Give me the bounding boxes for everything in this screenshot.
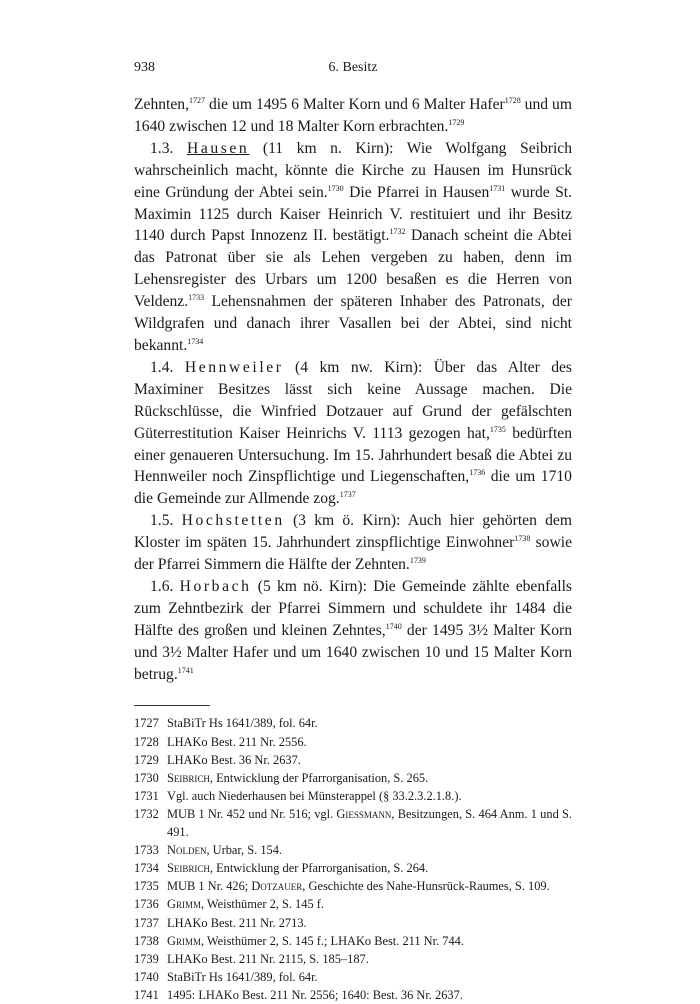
footnote [134, 733, 572, 751]
place-name-hausen: Hausen [186, 139, 250, 157]
footnote-text [167, 877, 572, 895]
footnote-text [167, 895, 572, 913]
footnote-text [167, 733, 572, 751]
footnote-text [167, 751, 572, 769]
author-name: Giessmann [336, 806, 392, 821]
running-head [134, 56, 572, 80]
page-number: 938 [134, 60, 155, 75]
footnote-text [167, 769, 572, 787]
body-text [134, 94, 572, 685]
footnote-segment: StaBiTr Hs 1641/389, fol. 64r. [167, 716, 318, 731]
footnote-ref: 1740 [385, 621, 402, 631]
footnote-text [167, 914, 572, 932]
footnote-number: 1739 [134, 951, 159, 966]
footnote-segment: , Entwicklung der Pfarrorganisation, S. 264. [209, 861, 429, 876]
footnote-ref: 1727 [189, 96, 205, 105]
footnote-ref: 1736 [469, 468, 486, 478]
place-name-hennweiler: Hennweiler [184, 358, 284, 376]
footnotes [134, 714, 572, 1004]
section-number: 1.4. [150, 358, 185, 376]
footnote-text [167, 986, 572, 1004]
footnote-number: 1734 [134, 861, 159, 876]
paragraph-hausen: 1.3. Hausen (11 km n. Kirn): Wie Wolfgang Seibrich wahrscheinlich macht, könnte die Kirche zu Hausen im Hunsrück eine Gründung der Abtei sein.$^{1730}$ Die Pfarrei in Hausen$^{1731}$ wurde St. Maximin 1125 durch Kaiser Heinrich V. restituiert und ihr Besitz 1140 durch Papst Innozenz II. bestätigt.$^{1732}$ Danach scheint die Abtei das Patronat über sie als Lehen vergeben zu haben, denn im Lehensregister des Urbars um 1200 besaßen es die Herren von Veldenz.$^{1733}$ Lehensnahmen der späteren Inhaber des Patronats, der Wildgrafen und danach ihrer Vasallen bei der Abtei, sind nicht bekannt.$^{1734}$ [134, 139, 573, 354]
footnote-ref: 1733 [188, 293, 205, 303]
footnote-segment: LHAKo Best. 211 Nr. 2713. [167, 915, 307, 930]
footnote-segment: , Geschichte des Nahe-Hunsrück-Raumes, S. 109. [302, 879, 550, 894]
footnote-ref: 1728 [504, 96, 521, 105]
author-name: Grimm [167, 933, 201, 948]
footnote-ref: 1730 [327, 183, 344, 193]
footnote-segment: MUB 1 Nr. 452 und Nr. 516; vgl. [167, 806, 337, 821]
footnote-number: 1738 [134, 933, 159, 948]
footnote-ref: 1739 [409, 556, 426, 566]
footnote [134, 714, 572, 732]
footnote-number: 1736 [134, 897, 159, 912]
footnote-segment: 1495: LHAKo Best. 211 Nr. 2556; 1640: Best. 36 Nr. 2637. [167, 987, 463, 1002]
footnote [134, 787, 572, 805]
footnote [134, 895, 572, 913]
footnote [134, 914, 572, 932]
footnote-segment: Vgl. auch Niederhausen bei Münsterappel (§ 33.2.3.2.1.8.). [167, 788, 462, 803]
footnote [134, 932, 572, 950]
footnote-segment: MUB 1 Nr. 426; [167, 879, 252, 894]
section-number: 1.6. [150, 577, 180, 595]
place-name-horbach: Horbach [179, 577, 252, 595]
footnote-text [167, 968, 572, 986]
footnote-segment: , Weisthümer 2, S. 145 f. [200, 897, 324, 912]
footnote [134, 859, 572, 877]
author-name: Seibrich [167, 770, 210, 785]
footnote-number: 1741 [134, 987, 159, 1002]
footnote-ref: 1737 [339, 490, 356, 500]
footnote [134, 805, 572, 841]
footnote [134, 950, 572, 968]
footnote-ref: 1734 [187, 336, 204, 346]
footnote-text [167, 714, 572, 732]
footnote-text [167, 787, 572, 805]
footnote [134, 986, 572, 1004]
footnote-ref: 1741 [177, 665, 194, 675]
footnote-number: 1727 [134, 716, 159, 731]
footnote-segment: LHAKo Best. 211 Nr. 2556. [167, 734, 307, 749]
footnote-segment: LHAKo Best. 211 Nr. 2115, S. 185–187. [167, 951, 369, 966]
footnote-number: 1735 [134, 879, 159, 894]
footnote-segment: , Weisthümer 2, S. 145 f.; LHAKo Best. 211 Nr. 744. [200, 933, 464, 948]
footnote-separator [134, 705, 210, 706]
footnote-ref: 1731 [489, 183, 506, 193]
footnote [134, 968, 572, 986]
footnote-text [167, 950, 572, 968]
footnote-ref: 1729 [448, 117, 465, 127]
author-name: Seibrich [167, 861, 210, 876]
footnote [134, 877, 572, 895]
paragraph-horbach: 1.6. Horbach (5 km nö. Kirn): Die Gemeinde zählte ebenfalls zum Zehntbezirk der Pfarrei Simmern und schuldete ihr 1484 die Hälfte des großen und kleinen Zehntes,$^{1740}$ der 1495 3½ Malter Korn und 3½ Malter Hafer und um 1640 zwischen 10 und 15 Malter Korn betrug.$^{1741}$ [134, 577, 573, 683]
footnote-ref: 1732 [389, 227, 406, 237]
footnote-number: 1740 [134, 969, 159, 984]
footnote-segment: , Besitzungen, S. 464 Anm. 1 und S. 491. [167, 806, 572, 840]
footnote [134, 841, 572, 859]
chapter-title: 6. Besitz [328, 60, 378, 75]
book-page [134, 56, 572, 1004]
footnote-text [167, 932, 572, 950]
footnote-segment: , Entwicklung der Pfarrorganisation, S. 265. [209, 770, 429, 785]
author-name: Dotzauer [251, 879, 303, 894]
footnote-text [167, 805, 572, 841]
footnote-number: 1731 [134, 788, 159, 803]
author-name: Grimm [167, 897, 201, 912]
footnote-segment: LHAKo Best. 36 Nr. 2637. [167, 752, 301, 767]
footnote [134, 751, 572, 769]
footnote-number: 1730 [134, 770, 159, 785]
footnote-number: 1732 [134, 806, 159, 821]
section-number: 1.3. [150, 139, 187, 157]
footnote-number: 1729 [134, 752, 159, 767]
footnote [134, 769, 572, 787]
footnote-ref: 1738 [514, 534, 531, 544]
footnote-ref: 1735 [489, 424, 506, 434]
paragraph-hochstetten: 1.5. Hochstetten (3 km ö. Kirn): Auch hier gehörten dem Kloster im späten 15. Jahrhundert zinspflichtige Einwohner$^{1738}$ sowie der Pfarrei Simmern die Hälfte der Zehnten.$^{1739}$ [134, 512, 572, 574]
place-name-hochstetten: Hochstetten [181, 512, 285, 530]
footnote-number: 1733 [134, 843, 159, 858]
footnote-text [167, 841, 572, 859]
footnote-segment: , Urbar, S. 154. [206, 843, 283, 858]
section-number: 1.5. [150, 512, 182, 530]
footnote-text [167, 859, 572, 877]
footnote-number: 1728 [134, 734, 159, 749]
footnote-number: 1737 [134, 915, 159, 930]
paragraph-continuation: Zehnten,$^{1727}$ die um 1495 6 Malter Korn und 6 Malter Hafer$^{1728}$ und um 1640 zwischen 12 und 18 Malter Korn erbrachten.$^{1729}$ [134, 96, 572, 135]
author-name: Nolden [167, 843, 207, 858]
footnote-segment: StaBiTr Hs 1641/389, fol. 64r. [167, 969, 318, 984]
paragraph-hennweiler: 1.4. Hennweiler (4 km nw. Kirn): Über das Alter des Maximiner Besitzes lässt sich keine Aussage machen. Die Rückschlüsse, die Winfried Dotzauer auf Grund der gefälschten Güterrestitution Kaiser Heinrichs V. 1113 gezogen hat,$^{1735}$ bedürften einer genaueren Untersuchung. Im 15. Jahrhundert besaß die Abtei zu Hennweiler noch Zinspflichtige und Liegenschaften,$^{1736}$ die um 1710 die Gemeinde zur Allmende zog.$^{1737}$ [134, 358, 572, 508]
